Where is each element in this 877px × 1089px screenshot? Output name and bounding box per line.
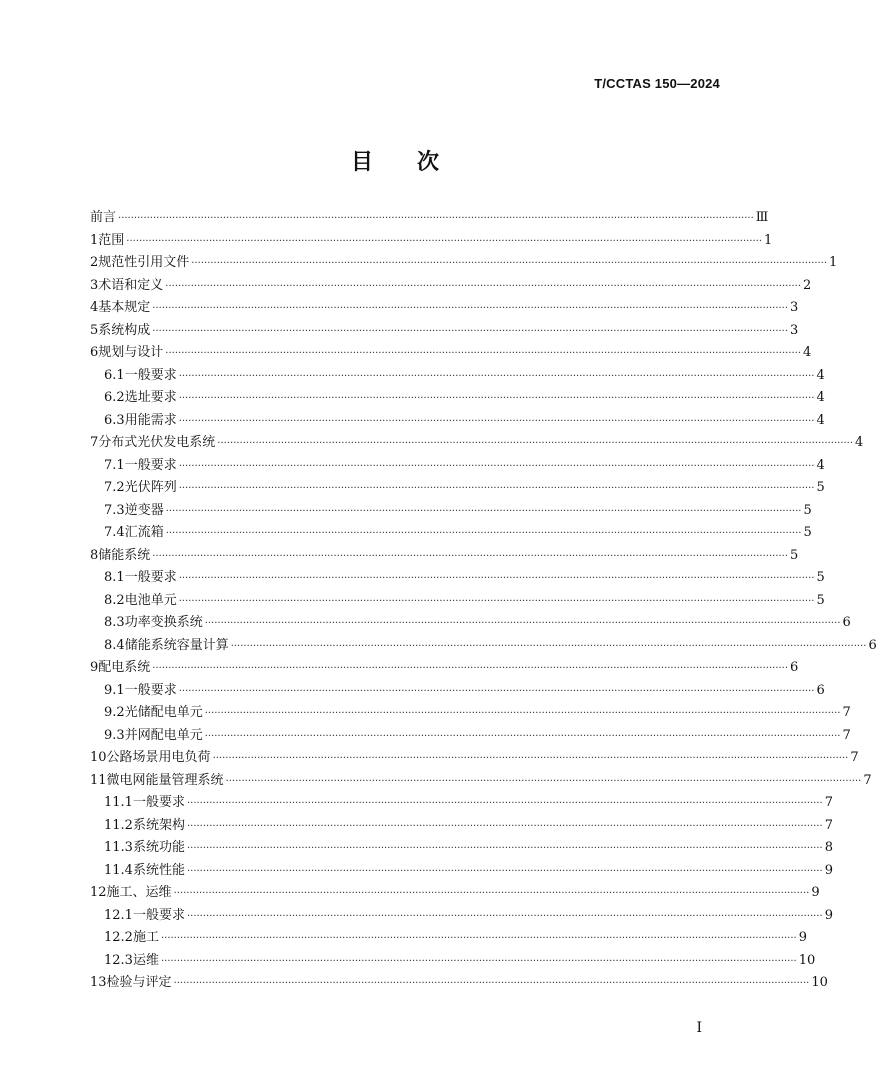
toc-entry-label: 一般要求 — [132, 795, 185, 810]
toc-subentry[interactable] — [90, 387, 825, 410]
toc-entry-number: 7.2 — [104, 480, 125, 495]
dot-leader: ········································································································································································································ — [152, 303, 789, 314]
toc-entry-label: 选址要求 — [124, 390, 177, 405]
toc-entry-label: 分布式光伏发电系统 — [98, 435, 216, 450]
toc-entry-number: 12.1 — [104, 907, 133, 923]
toc-entry-page: 7 — [850, 750, 859, 765]
toc-entry[interactable] — [90, 230, 773, 253]
dot-leader: ········································································································································································································ — [152, 550, 789, 562]
toc-entry-number: 10 — [90, 750, 107, 765]
toc-entry-page: 3 — [790, 322, 799, 338]
toc-entry-page: 7 — [842, 727, 851, 743]
dot-leader: ········································································································································································································ — [173, 888, 810, 899]
toc-entry-page: 5 — [803, 502, 812, 518]
toc-entry-page: 9 — [798, 930, 807, 945]
toc-entry-number: 6.3 — [104, 412, 125, 428]
toc-subentry[interactable] — [90, 792, 833, 815]
toc-entry-label: 基本规定 — [98, 300, 151, 315]
dot-leader: ········································································································································································································ — [173, 978, 810, 989]
toc-entry-number: 7.1 — [104, 457, 125, 473]
dot-leader: ········································································································································································································ — [225, 775, 862, 787]
toc-subentry[interactable] — [90, 950, 816, 973]
toc-subentry[interactable] — [90, 905, 833, 928]
toc-entry-page: 4 — [816, 412, 825, 428]
toc-entry[interactable] — [90, 657, 799, 680]
toc-subentry[interactable] — [90, 365, 825, 388]
toc-entry-label: 范围 — [98, 232, 125, 248]
toc-subentry[interactable] — [90, 702, 851, 725]
toc-entry-page: 7 — [824, 795, 833, 810]
toc-entry-page: 6 — [790, 660, 799, 675]
toc-entry-label: 施工 — [132, 930, 159, 945]
toc-entry-label: 并网配电单元 — [124, 727, 203, 743]
toc-entry-label: 一般要求 — [124, 457, 177, 473]
toc-entry-label: 术语和定义 — [98, 277, 164, 293]
toc-entry-label: 规划与设计 — [98, 345, 164, 360]
toc-subentry[interactable] — [90, 455, 825, 478]
toc-entry-label: 一般要求 — [124, 570, 177, 585]
dot-leader: ········································································································································································································ — [186, 820, 823, 832]
toc-entry-number: 9 — [90, 660, 99, 675]
toc-entry-label: 用能需求 — [124, 412, 177, 428]
toc-entry-page: 4 — [816, 367, 825, 383]
toc-entry-number: 13 — [90, 975, 107, 990]
toc-entry[interactable] — [90, 342, 812, 365]
toc-entry-number: 9.1 — [104, 682, 125, 698]
toc-entry-page: 5 — [816, 592, 825, 608]
toc-entry-page: 10 — [798, 952, 816, 968]
toc-entry-number: 7.3 — [104, 502, 125, 518]
toc-subentry[interactable] — [90, 680, 825, 703]
toc-entry-page: 6 — [868, 637, 877, 653]
dot-leader: ········································································································································································································ — [165, 505, 802, 517]
dot-leader: ········································································································································································································ — [230, 640, 867, 652]
dot-leader: ········································································································································································································ — [165, 348, 802, 359]
document-number: T/CCTAS 150—2024 — [594, 76, 720, 91]
dot-leader: ········································································································································································································ — [152, 325, 789, 337]
toc-entry-number: 11.1 — [104, 795, 133, 810]
toc-entry-number: 9.2 — [104, 705, 125, 720]
toc-entry-number: 3 — [90, 277, 99, 293]
toc-entry-label: 一般要求 — [124, 367, 177, 383]
toc-entry-number: 7.4 — [104, 525, 125, 540]
toc-entry[interactable] — [90, 207, 769, 230]
dot-leader: ········································································································································································································ — [178, 415, 815, 427]
toc-subentry[interactable] — [90, 635, 877, 658]
toc-entry-label: 公路场景用电负荷 — [106, 750, 211, 765]
dot-leader: ········································································································································································································ — [118, 213, 754, 224]
toc-entry-page: 9 — [811, 885, 820, 900]
toc-subentry[interactable] — [90, 815, 833, 838]
toc-entry-label: 储能系统 — [98, 547, 151, 563]
toc-entry-page: 5 — [816, 480, 825, 495]
toc-entry[interactable] — [90, 432, 864, 455]
toc-entry-number: 7 — [90, 435, 99, 450]
toc-entry-label: 系统构成 — [98, 322, 151, 338]
toc-entry-number: 6.2 — [104, 390, 125, 405]
dot-leader: ········································································································································································································ — [178, 483, 815, 494]
toc-entry[interactable] — [90, 770, 872, 793]
toc-entry-page: 3 — [790, 300, 799, 315]
toc-entry-number: 8.4 — [104, 637, 125, 653]
toc-entry-number: 8.2 — [104, 592, 125, 608]
table-of-contents — [90, 207, 877, 995]
dot-leader: ········································································································································································································ — [165, 528, 802, 539]
toc-entry-label: 系统功能 — [132, 840, 185, 855]
dot-leader: ········································································································································································································ — [204, 730, 841, 742]
dot-leader: ········································································································································································································ — [186, 865, 823, 877]
toc-entry-number: 11.4 — [104, 862, 133, 878]
toc-entry-label: 配电系统 — [98, 660, 151, 675]
dot-leader: ········································································································································································································ — [178, 370, 815, 382]
toc-entry-label: 逆变器 — [124, 502, 164, 518]
toc-subentry[interactable] — [90, 410, 825, 433]
page-title — [0, 145, 790, 176]
toc-entry[interactable] — [90, 882, 820, 905]
toc-entry-label: 前言 — [90, 210, 117, 225]
dot-leader: ········································································································································································································ — [178, 595, 815, 607]
toc-entry-page: 4 — [816, 457, 825, 473]
toc-entry-number: 6 — [90, 345, 99, 360]
dot-leader: ········································································································································································································ — [191, 258, 828, 269]
toc-entry-number: 8.3 — [104, 615, 125, 630]
toc-subentry[interactable] — [90, 522, 812, 545]
toc-entry-page: 8 — [824, 840, 833, 855]
toc-entry-number: 8 — [90, 547, 99, 563]
toc-entry-number: 11.3 — [104, 840, 133, 855]
toc-entry-label: 施工、运维 — [106, 885, 172, 900]
toc-entry-number: 12 — [90, 885, 107, 900]
toc-entry-page: 6 — [816, 682, 825, 698]
toc-entry-number: 1 — [90, 232, 99, 248]
toc-entry-label: 微电网能量管理系统 — [106, 772, 224, 788]
dot-leader: ········································································································································································································ — [186, 798, 823, 809]
toc-entry-label: 光储配电单元 — [124, 705, 203, 720]
toc-subentry[interactable] — [90, 837, 833, 860]
toc-subentry[interactable] — [90, 567, 825, 590]
toc-entry-label: 储能系统容量计算 — [124, 637, 229, 653]
toc-entry-number: 11.2 — [104, 817, 133, 833]
dot-leader: ········································································································································································································ — [165, 280, 802, 292]
toc-entry-label: 系统性能 — [132, 862, 185, 878]
toc-subentry[interactable] — [90, 612, 851, 635]
toc-entry-page: 2 — [803, 277, 812, 293]
toc-entry-number: 2 — [90, 255, 99, 270]
toc-entry-label: 检验与评定 — [106, 975, 172, 990]
toc-entry-number: 5 — [90, 322, 99, 338]
toc-entry-label: 一般要求 — [124, 682, 177, 698]
dot-leader: ········································································································································································································ — [152, 663, 789, 674]
toc-entry-number: 9.3 — [104, 727, 125, 743]
toc-entry-number: 12.3 — [104, 952, 133, 968]
toc-entry[interactable] — [90, 297, 799, 320]
dot-leader: ········································································································································································································ — [204, 618, 841, 629]
toc-entry[interactable] — [90, 320, 799, 343]
toc-entry-page: 4 — [816, 390, 825, 405]
dot-leader: ········································································································································································································ — [160, 933, 797, 944]
dot-leader: ········································································································································································································ — [186, 910, 823, 922]
toc-entry-page: 5 — [803, 525, 812, 540]
toc-subentry[interactable] — [90, 500, 812, 523]
dot-leader: ········································································································································································································ — [160, 955, 797, 967]
toc-entry-page: 5 — [816, 570, 825, 585]
toc-subentry[interactable] — [90, 927, 807, 950]
toc-entry-number: 11 — [90, 772, 107, 788]
dot-leader: ········································································································································································································ — [186, 843, 823, 854]
toc-entry-page: 4 — [855, 435, 864, 450]
dot-leader: ········································································································································································································ — [178, 685, 815, 697]
toc-entry-page: 6 — [842, 615, 851, 630]
toc-entry-label: 汇流箱 — [124, 525, 164, 540]
toc-entry[interactable] — [90, 545, 799, 568]
toc-entry-number: 4 — [90, 300, 99, 315]
toc-entry-page: 9 — [824, 862, 833, 878]
toc-entry-page: 7 — [863, 772, 872, 788]
toc-entry[interactable] — [90, 972, 828, 995]
dot-leader: ········································································································································································································ — [217, 438, 854, 449]
toc-entry-number: 12.2 — [104, 930, 133, 945]
toc-entry-page: 10 — [811, 975, 828, 990]
toc-entry-page: 7 — [842, 705, 851, 720]
title-char-1: 目 — [350, 149, 373, 175]
toc-entry-page: 5 — [790, 547, 799, 563]
toc-entry-page: 1 — [764, 232, 773, 248]
toc-entry-label: 一般要求 — [132, 907, 185, 923]
toc-entry-label: 系统架构 — [132, 817, 185, 833]
dot-leader: ········································································································································································································ — [178, 393, 815, 404]
dot-leader: ········································································································································································································ — [204, 708, 841, 719]
title-char-2: 次 — [417, 149, 440, 175]
toc-subentry[interactable] — [90, 725, 851, 748]
toc-entry-page: 1 — [829, 255, 838, 270]
toc-subentry[interactable] — [90, 477, 825, 500]
toc-entry[interactable] — [90, 275, 812, 298]
dot-leader: ········································································································································································································ — [212, 753, 849, 764]
toc-entry-page: 7 — [824, 817, 833, 833]
toc-entry-number: 6.1 — [104, 367, 125, 383]
toc-entry-page: Ⅲ — [755, 210, 769, 225]
toc-entry-page: 9 — [824, 907, 833, 923]
dot-leader: ········································································································································································································ — [178, 460, 815, 472]
toc-entry-label: 规范性引用文件 — [98, 255, 190, 270]
toc-entry-number: 8.1 — [104, 570, 125, 585]
toc-entry-page: 4 — [803, 345, 812, 360]
dot-leader: ········································································································································································································ — [178, 573, 815, 584]
toc-entry-label: 功率变换系统 — [124, 615, 203, 630]
page-number: I — [696, 1020, 702, 1036]
toc-entry-label: 运维 — [132, 952, 159, 968]
toc-entry-label: 电池单元 — [124, 592, 177, 608]
toc-entry-label: 光伏阵列 — [124, 480, 177, 495]
dot-leader: ········································································································································································································ — [126, 235, 763, 247]
toc-subentry[interactable] — [90, 590, 825, 613]
toc-entry[interactable] — [90, 252, 838, 275]
toc-entry[interactable] — [90, 747, 859, 770]
toc-subentry[interactable] — [90, 860, 833, 883]
